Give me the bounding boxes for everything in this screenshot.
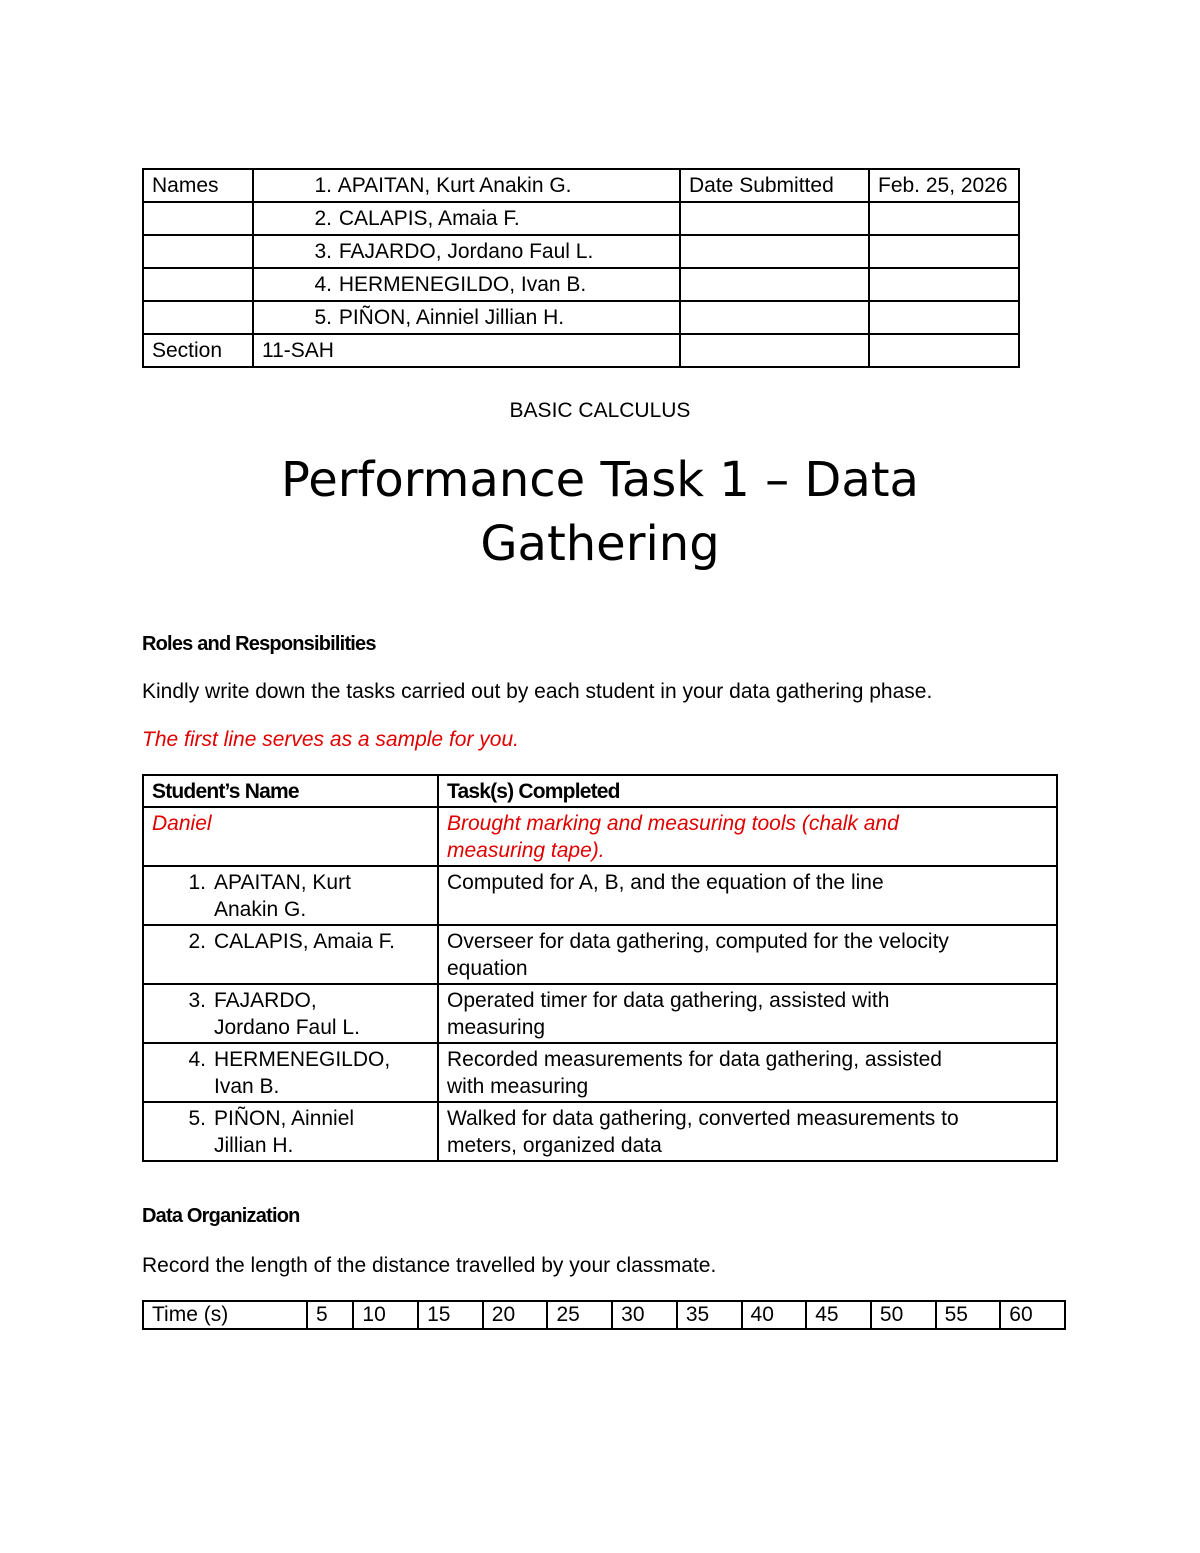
time-cell: 50 bbox=[871, 1301, 936, 1329]
student-task: Overseer for data gathering, computed for the velocity equation bbox=[438, 925, 1057, 984]
time-cell: 30 bbox=[612, 1301, 677, 1329]
time-cell: 45 bbox=[806, 1301, 871, 1329]
header-info-table bbox=[142, 168, 1020, 368]
empty-cell bbox=[869, 268, 1019, 301]
sample-row bbox=[143, 807, 1057, 866]
time-cell: 35 bbox=[677, 1301, 742, 1329]
date-label: Date Submitted bbox=[680, 169, 869, 202]
student-task: Computed for A, B, and the equation of the line bbox=[438, 866, 1057, 925]
student-task: Walked for data gathering, converted measurements to meters, organized data bbox=[438, 1102, 1057, 1161]
header-row bbox=[143, 169, 1019, 202]
student-name: 3. FAJARDO, Jordano Faul L. bbox=[143, 984, 438, 1043]
empty-cell bbox=[143, 202, 253, 235]
roles-instruction: Kindly write down the tasks carried out by each student in your data gathering phase. bbox=[142, 680, 933, 703]
student-name: 2. CALAPIS, Amaia F. bbox=[143, 925, 438, 984]
empty-cell bbox=[680, 301, 869, 334]
empty-cell bbox=[869, 202, 1019, 235]
table-row bbox=[143, 866, 1057, 925]
empty-cell bbox=[680, 235, 869, 268]
time-table bbox=[142, 1300, 1066, 1330]
data-org-instruction: Record the length of the distance travelled by your classmate. bbox=[142, 1254, 717, 1277]
empty-cell bbox=[143, 268, 253, 301]
student-name: 4. HERMENEGILDO, Ivan B. bbox=[143, 1043, 438, 1102]
empty-cell bbox=[143, 235, 253, 268]
time-cell: 20 bbox=[483, 1301, 548, 1329]
column-header-task: Task(s) Completed bbox=[438, 775, 1057, 807]
names-label: Names bbox=[143, 169, 253, 202]
empty-cell bbox=[869, 301, 1019, 334]
section-value: 11-SAH bbox=[253, 334, 680, 367]
table-row bbox=[143, 1043, 1057, 1102]
title-line: Gathering bbox=[480, 516, 720, 572]
member-cell: 4. HERMENEGILDO, Ivan B. bbox=[253, 268, 680, 301]
empty-cell bbox=[869, 235, 1019, 268]
time-row bbox=[143, 1301, 1065, 1329]
data-org-heading: Data Organization bbox=[142, 1205, 300, 1227]
subject-label: BASIC CALCULUS bbox=[509, 399, 691, 422]
member-cell: 1. APAITAN, Kurt Anakin G. bbox=[253, 169, 680, 202]
time-cell: 55 bbox=[936, 1301, 1001, 1329]
time-cell: 5 bbox=[307, 1301, 353, 1329]
table-row bbox=[143, 984, 1057, 1043]
header-row bbox=[143, 301, 1019, 334]
roles-table bbox=[142, 774, 1058, 1162]
time-cell: 40 bbox=[742, 1301, 807, 1329]
time-cell: 15 bbox=[418, 1301, 483, 1329]
member-cell: 3. FAJARDO, Jordano Faul L. bbox=[253, 235, 680, 268]
student-task: Operated timer for data gathering, assisted with measuring bbox=[438, 984, 1057, 1043]
roles-heading: Roles and Responsibilities bbox=[142, 633, 376, 655]
member-name: PIÑON, Ainniel Jillian H. bbox=[338, 306, 565, 329]
title-line: Performance Task 1 – Data bbox=[281, 452, 919, 508]
student-name: 5. PIÑON, Ainniel Jillian H. bbox=[143, 1102, 438, 1161]
sample-task: Brought marking and measuring tools (chalk and measuring tape). bbox=[438, 807, 1057, 866]
student-name: 1. APAITAN, Kurt Anakin G. bbox=[143, 866, 438, 925]
page-title bbox=[150, 448, 1050, 576]
table-row bbox=[143, 1102, 1057, 1161]
empty-cell bbox=[143, 301, 253, 334]
student-task: Recorded measurements for data gathering, assisted with measuring bbox=[438, 1043, 1057, 1102]
header-row bbox=[143, 235, 1019, 268]
table-header-row bbox=[143, 775, 1057, 807]
time-cell: 25 bbox=[547, 1301, 612, 1329]
header-row bbox=[143, 334, 1019, 367]
member-name: FAJARDO, Jordano Faul L. bbox=[338, 240, 594, 263]
empty-cell bbox=[680, 202, 869, 235]
header-row bbox=[143, 268, 1019, 301]
table-row bbox=[143, 925, 1057, 984]
member-cell: 2. CALAPIS, Amaia F. bbox=[253, 202, 680, 235]
empty-cell bbox=[680, 334, 869, 367]
time-cell: 10 bbox=[353, 1301, 418, 1329]
member-name: HERMENEGILDO, Ivan B. bbox=[338, 273, 587, 296]
empty-cell bbox=[869, 334, 1019, 367]
sample-note: The first line serves as a sample for you. bbox=[142, 728, 519, 751]
time-label: Time (s) bbox=[143, 1301, 307, 1329]
sample-name: Daniel bbox=[143, 807, 438, 866]
member-name: CALAPIS, Amaia F. bbox=[338, 207, 520, 230]
member-name: APAITAN, Kurt Anakin G. bbox=[337, 174, 572, 197]
time-cell: 60 bbox=[1000, 1301, 1065, 1329]
section-label: Section bbox=[143, 334, 253, 367]
date-value: Feb. 25, 2026 bbox=[869, 169, 1019, 202]
member-cell: 5. PIÑON, Ainniel Jillian H. bbox=[253, 301, 680, 334]
empty-cell bbox=[680, 268, 869, 301]
header-row bbox=[143, 202, 1019, 235]
column-header-name: Student’s Name bbox=[143, 775, 438, 807]
